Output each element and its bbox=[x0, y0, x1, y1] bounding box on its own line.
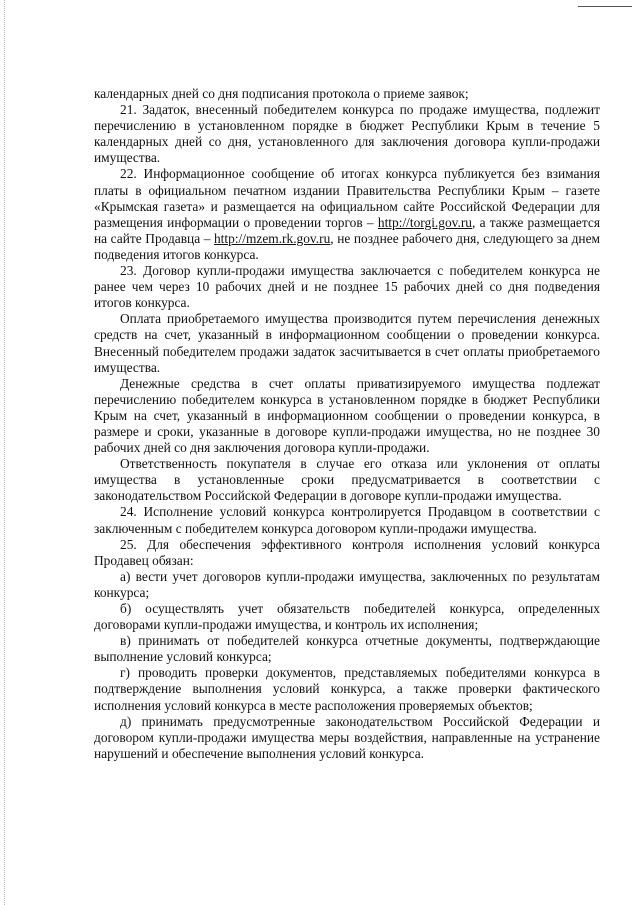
paragraph-25: 25. Для обеспечения эффективного контроля исполнения условий конкурса Продавец обязан: bbox=[94, 536, 600, 568]
paragraph-24: 24. Исполнение условий конкурса контролируется Продавцом в соответствии с заключенным с победителем конкурса договором купли-продажи имущества. bbox=[94, 504, 600, 536]
paragraph-continuation: календарных дней со дня подписания протокола о приеме заявок; bbox=[94, 86, 469, 101]
torgi-link[interactable]: http://torgi.gov.ru bbox=[377, 214, 472, 230]
paragraph-21: 21. Задаток, внесенный победителем конкурса по продаже имущества, подлежит перечислению в установленном порядке в бюджет Республики Крым в течение 5 календарных дней со дня, установленного для заключения договора купли-продажи имущества. bbox=[94, 102, 600, 166]
list-item-d: д) принимать предусмотренные законодательством Российской Федерации и договором купли-продажи имущества меры воздействия, направленные на устранение нарушений и обеспечение выполнения условий конкурса. bbox=[94, 713, 600, 761]
paragraph-22 bbox=[94, 166, 600, 263]
list-item-v: в) принимать от победителей конкурса отчетные документы, подтверждающие выполнение условий конкурса; bbox=[94, 633, 600, 665]
mzem-link[interactable]: http://mzem.rk.gov.ru bbox=[213, 230, 331, 246]
list-item-g: г) проводить проверки документов, представляемых победителями конкурса в подтверждение выполнения условий конкурса, а также проверки фактического исполнения условий конкурса в месте расположения проверяемых объектов; bbox=[94, 665, 600, 713]
paragraph-funds: Денежные средства в счет оплаты приватизируемого имущества подлежат перечислению победителем конкурса в установленном порядке в бюджет Республики Крым на счет, указанный в информационном сообщении о проведении конкурса, в размере и сроки, указанные в договоре купли-продажи имущества, но не позднее 30 рабочих дней со дня заключения договора купли-продажи. bbox=[94, 375, 600, 456]
paragraph-22-text-middle: , а также размещается на сайте Продавца – bbox=[94, 214, 600, 246]
paragraph-22-text-end: , не позднее рабочего дня, следующего за днем подведения итогов конкурса. bbox=[94, 230, 600, 262]
paragraph-liability: Ответственность покупателя в случае его отказа или уклонения от оплаты имущества в установленные сроки предусматривается в соответствии с законодательством Российской Федерации в договоре купли-продажи имущества. bbox=[94, 456, 600, 504]
list-item-b: б) осуществлять учет обязательств победителей конкурса, определенных договорами купли-продажи имущества, и контроль их исполнения; bbox=[94, 601, 600, 633]
list-item-a: а) вести учет договоров купли-продажи имущества, заключенных по результатам конкурса; bbox=[94, 568, 600, 600]
scan-mark bbox=[578, 6, 632, 7]
scan-edge bbox=[4, 0, 6, 905]
document-page bbox=[94, 86, 600, 762]
paragraph-payment: Оплата приобретаемого имущества производится путем перечисления денежных средств на счет, указанный в информационном сообщении о проведении конкурса. Внесенный победителем продажи задаток засчитывается в счет оплаты приобретаемого имущества. bbox=[94, 311, 600, 375]
paragraph-23: 23. Договор купли-продажи имущества заключается с победителем конкурса не ранее чем через 10 рабочих дней и не позднее 15 рабочих дней со дня подведения итогов конкурса. bbox=[94, 263, 600, 311]
paragraph-22-text-start: 22. Информационное сообщение об итогах конкурса публикуется без взимания платы в официальном печатном издании Правительства Республики Крым – газете «Крымская газета» и размещается на официальном сайте Российской Федерации для размещения информации о проведении торгов – bbox=[94, 166, 600, 230]
